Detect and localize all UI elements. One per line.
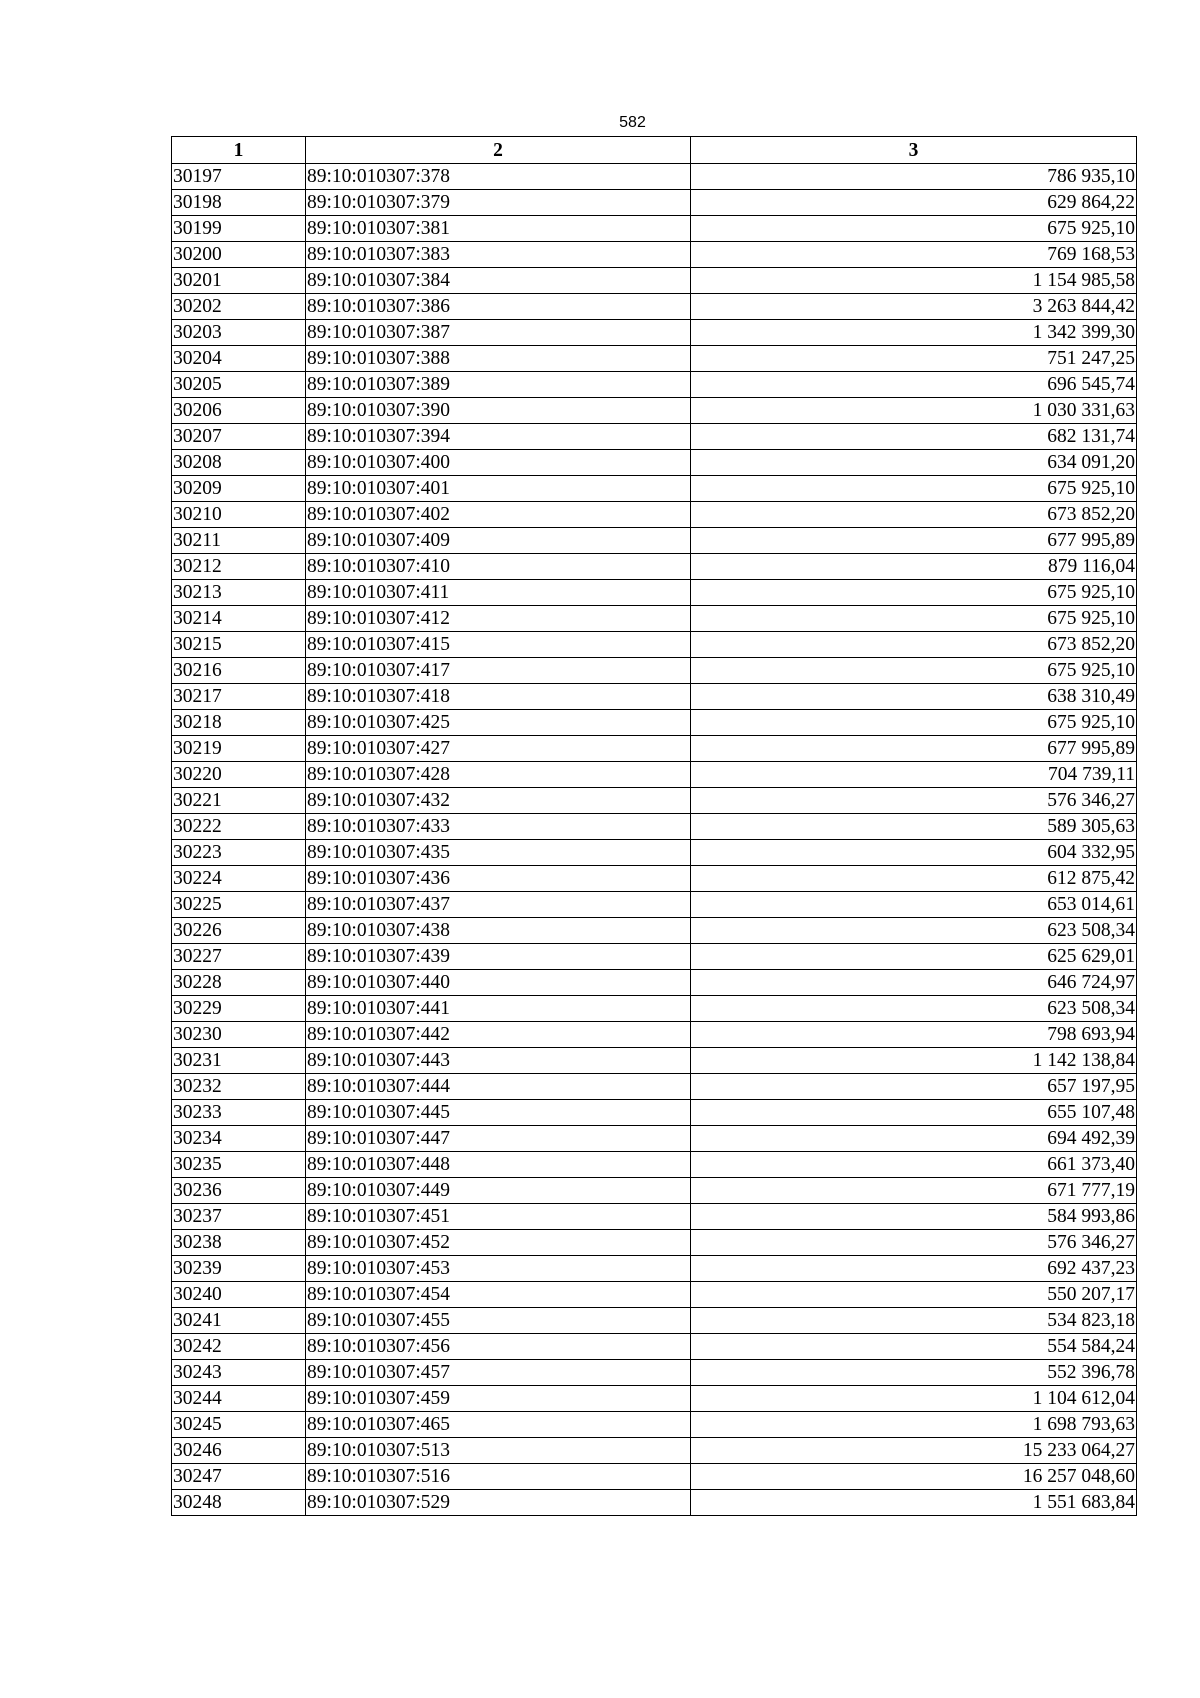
row-number-cell: 30230 [172, 1022, 306, 1048]
row-number-cell: 30209 [172, 476, 306, 502]
cadastral-number-cell: 89:10:010307:386 [306, 294, 691, 320]
table-row [172, 424, 1137, 450]
data-table [171, 136, 1137, 1516]
row-number-cell: 30202 [172, 294, 306, 320]
table-row [172, 190, 1137, 216]
cadastral-number-cell: 89:10:010307:387 [306, 320, 691, 346]
cadastral-number-cell: 89:10:010307:456 [306, 1334, 691, 1360]
cadastral-number-cell: 89:10:010307:425 [306, 710, 691, 736]
value-cell: 3 263 844,42 [691, 294, 1137, 320]
cadastral-number-cell: 89:10:010307:411 [306, 580, 691, 606]
row-number-cell: 30238 [172, 1230, 306, 1256]
value-cell: 655 107,48 [691, 1100, 1137, 1126]
value-cell: 534 823,18 [691, 1308, 1137, 1334]
value-cell: 696 545,74 [691, 372, 1137, 398]
cadastral-number-cell: 89:10:010307:451 [306, 1204, 691, 1230]
table-row [172, 684, 1137, 710]
cadastral-number-cell: 89:10:010307:409 [306, 528, 691, 554]
column-header-1: 1 [172, 137, 306, 164]
value-cell: 677 995,89 [691, 528, 1137, 554]
row-number-cell: 30233 [172, 1100, 306, 1126]
cadastral-number-cell: 89:10:010307:442 [306, 1022, 691, 1048]
value-cell: 682 131,74 [691, 424, 1137, 450]
cadastral-number-cell: 89:10:010307:390 [306, 398, 691, 424]
table-row [172, 242, 1137, 268]
table-row [172, 1178, 1137, 1204]
row-number-cell: 30208 [172, 450, 306, 476]
value-cell: 675 925,10 [691, 710, 1137, 736]
table-row [172, 1360, 1137, 1386]
cadastral-number-cell: 89:10:010307:418 [306, 684, 691, 710]
cadastral-number-cell: 89:10:010307:401 [306, 476, 691, 502]
table-row [172, 554, 1137, 580]
table-row [172, 1230, 1137, 1256]
row-number-cell: 30200 [172, 242, 306, 268]
table-row [172, 1438, 1137, 1464]
table-row [172, 398, 1137, 424]
value-cell: 657 197,95 [691, 1074, 1137, 1100]
cadastral-number-cell: 89:10:010307:389 [306, 372, 691, 398]
row-number-cell: 30219 [172, 736, 306, 762]
value-cell: 554 584,24 [691, 1334, 1137, 1360]
table-row [172, 1126, 1137, 1152]
value-cell: 634 091,20 [691, 450, 1137, 476]
row-number-cell: 30243 [172, 1360, 306, 1386]
row-number-cell: 30225 [172, 892, 306, 918]
cadastral-number-cell: 89:10:010307:459 [306, 1386, 691, 1412]
cadastral-number-cell: 89:10:010307:428 [306, 762, 691, 788]
table-body [172, 164, 1137, 1516]
table-row [172, 710, 1137, 736]
row-number-cell: 30205 [172, 372, 306, 398]
row-number-cell: 30231 [172, 1048, 306, 1074]
cadastral-number-cell: 89:10:010307:438 [306, 918, 691, 944]
cadastral-number-cell: 89:10:010307:513 [306, 1438, 691, 1464]
cadastral-number-cell: 89:10:010307:378 [306, 164, 691, 190]
row-number-cell: 30223 [172, 840, 306, 866]
cadastral-number-cell: 89:10:010307:437 [306, 892, 691, 918]
value-cell: 604 332,95 [691, 840, 1137, 866]
table-row [172, 1100, 1137, 1126]
cadastral-number-cell: 89:10:010307:443 [306, 1048, 691, 1074]
row-number-cell: 30215 [172, 632, 306, 658]
row-number-cell: 30218 [172, 710, 306, 736]
table-row [172, 606, 1137, 632]
table-row [172, 294, 1137, 320]
value-cell: 675 925,10 [691, 580, 1137, 606]
value-cell: 786 935,10 [691, 164, 1137, 190]
value-cell: 692 437,23 [691, 1256, 1137, 1282]
table-row [172, 996, 1137, 1022]
table-row [172, 372, 1137, 398]
column-header-3: 3 [691, 137, 1137, 164]
header-row [172, 137, 1137, 164]
row-number-cell: 30216 [172, 658, 306, 684]
value-cell: 675 925,10 [691, 658, 1137, 684]
value-cell: 552 396,78 [691, 1360, 1137, 1386]
cadastral-number-cell: 89:10:010307:412 [306, 606, 691, 632]
value-cell: 1 698 793,63 [691, 1412, 1137, 1438]
value-cell: 1 142 138,84 [691, 1048, 1137, 1074]
table-row [172, 866, 1137, 892]
table-row [172, 268, 1137, 294]
table-row [172, 1074, 1137, 1100]
table-row [172, 1204, 1137, 1230]
value-cell: 15 233 064,27 [691, 1438, 1137, 1464]
cadastral-number-cell: 89:10:010307:400 [306, 450, 691, 476]
cadastral-number-cell: 89:10:010307:447 [306, 1126, 691, 1152]
page-number: 582 [619, 114, 646, 131]
cadastral-number-cell: 89:10:010307:384 [306, 268, 691, 294]
row-number-cell: 30244 [172, 1386, 306, 1412]
row-number-cell: 30199 [172, 216, 306, 242]
row-number-cell: 30228 [172, 970, 306, 996]
row-number-cell: 30210 [172, 502, 306, 528]
table-row [172, 164, 1137, 190]
value-cell: 1 551 683,84 [691, 1490, 1137, 1516]
value-cell: 1 154 985,58 [691, 268, 1137, 294]
value-cell: 576 346,27 [691, 1230, 1137, 1256]
value-cell: 623 508,34 [691, 996, 1137, 1022]
row-number-cell: 30232 [172, 1074, 306, 1100]
cadastral-number-cell: 89:10:010307:381 [306, 216, 691, 242]
table-row [172, 918, 1137, 944]
row-number-cell: 30227 [172, 944, 306, 970]
row-number-cell: 30201 [172, 268, 306, 294]
value-cell: 550 207,17 [691, 1282, 1137, 1308]
value-cell: 576 346,27 [691, 788, 1137, 814]
value-cell: 704 739,11 [691, 762, 1137, 788]
cadastral-number-cell: 89:10:010307:402 [306, 502, 691, 528]
cadastral-number-cell: 89:10:010307:432 [306, 788, 691, 814]
row-number-cell: 30248 [172, 1490, 306, 1516]
row-number-cell: 30203 [172, 320, 306, 346]
table-row [172, 1282, 1137, 1308]
table-row [172, 1022, 1137, 1048]
row-number-cell: 30236 [172, 1178, 306, 1204]
table-row [172, 970, 1137, 996]
value-cell: 879 116,04 [691, 554, 1137, 580]
value-cell: 629 864,22 [691, 190, 1137, 216]
value-cell: 694 492,39 [691, 1126, 1137, 1152]
table-row [172, 1464, 1137, 1490]
row-number-cell: 30247 [172, 1464, 306, 1490]
cadastral-number-cell: 89:10:010307:445 [306, 1100, 691, 1126]
value-cell: 675 925,10 [691, 216, 1137, 242]
value-cell: 677 995,89 [691, 736, 1137, 762]
row-number-cell: 30222 [172, 814, 306, 840]
cadastral-number-cell: 89:10:010307:457 [306, 1360, 691, 1386]
table-row [172, 814, 1137, 840]
row-number-cell: 30220 [172, 762, 306, 788]
table-row [172, 892, 1137, 918]
cadastral-number-cell: 89:10:010307:439 [306, 944, 691, 970]
row-number-cell: 30234 [172, 1126, 306, 1152]
cadastral-number-cell: 89:10:010307:417 [306, 658, 691, 684]
value-cell: 584 993,86 [691, 1204, 1137, 1230]
value-cell: 1 030 331,63 [691, 398, 1137, 424]
table-row [172, 1386, 1137, 1412]
value-cell: 625 629,01 [691, 944, 1137, 970]
cadastral-number-cell: 89:10:010307:435 [306, 840, 691, 866]
table-row [172, 788, 1137, 814]
value-cell: 751 247,25 [691, 346, 1137, 372]
value-cell: 1 342 399,30 [691, 320, 1137, 346]
row-number-cell: 30197 [172, 164, 306, 190]
cadastral-number-cell: 89:10:010307:455 [306, 1308, 691, 1334]
row-number-cell: 30245 [172, 1412, 306, 1438]
row-number-cell: 30211 [172, 528, 306, 554]
row-number-cell: 30241 [172, 1308, 306, 1334]
row-number-cell: 30237 [172, 1204, 306, 1230]
value-cell: 653 014,61 [691, 892, 1137, 918]
table-row [172, 476, 1137, 502]
cadastral-number-cell: 89:10:010307:529 [306, 1490, 691, 1516]
table-row [172, 216, 1137, 242]
row-number-cell: 30235 [172, 1152, 306, 1178]
value-cell: 1 104 612,04 [691, 1386, 1137, 1412]
row-number-cell: 30246 [172, 1438, 306, 1464]
table-row [172, 450, 1137, 476]
table-row [172, 658, 1137, 684]
table-row [172, 632, 1137, 658]
column-header-2: 2 [306, 137, 691, 164]
cadastral-number-cell: 89:10:010307:449 [306, 1178, 691, 1204]
table-row [172, 944, 1137, 970]
table-row [172, 528, 1137, 554]
cadastral-number-cell: 89:10:010307:516 [306, 1464, 691, 1490]
row-number-cell: 30207 [172, 424, 306, 450]
cadastral-number-cell: 89:10:010307:433 [306, 814, 691, 840]
row-number-cell: 30212 [172, 554, 306, 580]
row-number-cell: 30204 [172, 346, 306, 372]
table-row [172, 1412, 1137, 1438]
table-row [172, 1152, 1137, 1178]
value-cell: 623 508,34 [691, 918, 1137, 944]
value-cell: 612 875,42 [691, 866, 1137, 892]
value-cell: 638 310,49 [691, 684, 1137, 710]
cadastral-number-cell: 89:10:010307:453 [306, 1256, 691, 1282]
table-row [172, 736, 1137, 762]
value-cell: 673 852,20 [691, 502, 1137, 528]
table-row [172, 320, 1137, 346]
value-cell: 671 777,19 [691, 1178, 1137, 1204]
cadastral-number-cell: 89:10:010307:410 [306, 554, 691, 580]
value-cell: 589 305,63 [691, 814, 1137, 840]
value-cell: 661 373,40 [691, 1152, 1137, 1178]
value-cell: 673 852,20 [691, 632, 1137, 658]
table-row [172, 346, 1137, 372]
cadastral-number-cell: 89:10:010307:454 [306, 1282, 691, 1308]
table-row [172, 762, 1137, 788]
table-row [172, 1308, 1137, 1334]
cadastral-number-cell: 89:10:010307:452 [306, 1230, 691, 1256]
row-number-cell: 30242 [172, 1334, 306, 1360]
table-header [172, 137, 1137, 164]
table-row [172, 1490, 1137, 1516]
cadastral-number-cell: 89:10:010307:441 [306, 996, 691, 1022]
table-row [172, 502, 1137, 528]
value-cell: 675 925,10 [691, 606, 1137, 632]
table-row [172, 1334, 1137, 1360]
table-row [172, 1048, 1137, 1074]
row-number-cell: 30206 [172, 398, 306, 424]
cadastral-number-cell: 89:10:010307:394 [306, 424, 691, 450]
cadastral-number-cell: 89:10:010307:415 [306, 632, 691, 658]
value-cell: 675 925,10 [691, 476, 1137, 502]
cadastral-number-cell: 89:10:010307:444 [306, 1074, 691, 1100]
cadastral-number-cell: 89:10:010307:388 [306, 346, 691, 372]
row-number-cell: 30239 [172, 1256, 306, 1282]
value-cell: 16 257 048,60 [691, 1464, 1137, 1490]
cadastral-number-cell: 89:10:010307:448 [306, 1152, 691, 1178]
value-cell: 646 724,97 [691, 970, 1137, 996]
row-number-cell: 30213 [172, 580, 306, 606]
row-number-cell: 30240 [172, 1282, 306, 1308]
row-number-cell: 30221 [172, 788, 306, 814]
row-number-cell: 30198 [172, 190, 306, 216]
table-row [172, 580, 1137, 606]
cadastral-number-cell: 89:10:010307:379 [306, 190, 691, 216]
table-row [172, 840, 1137, 866]
row-number-cell: 30217 [172, 684, 306, 710]
cadastral-number-cell: 89:10:010307:436 [306, 866, 691, 892]
row-number-cell: 30214 [172, 606, 306, 632]
value-cell: 769 168,53 [691, 242, 1137, 268]
row-number-cell: 30226 [172, 918, 306, 944]
value-cell: 798 693,94 [691, 1022, 1137, 1048]
row-number-cell: 30229 [172, 996, 306, 1022]
cadastral-number-cell: 89:10:010307:465 [306, 1412, 691, 1438]
cadastral-number-cell: 89:10:010307:427 [306, 736, 691, 762]
cadastral-number-cell: 89:10:010307:383 [306, 242, 691, 268]
table-row [172, 1256, 1137, 1282]
row-number-cell: 30224 [172, 866, 306, 892]
cadastral-number-cell: 89:10:010307:440 [306, 970, 691, 996]
